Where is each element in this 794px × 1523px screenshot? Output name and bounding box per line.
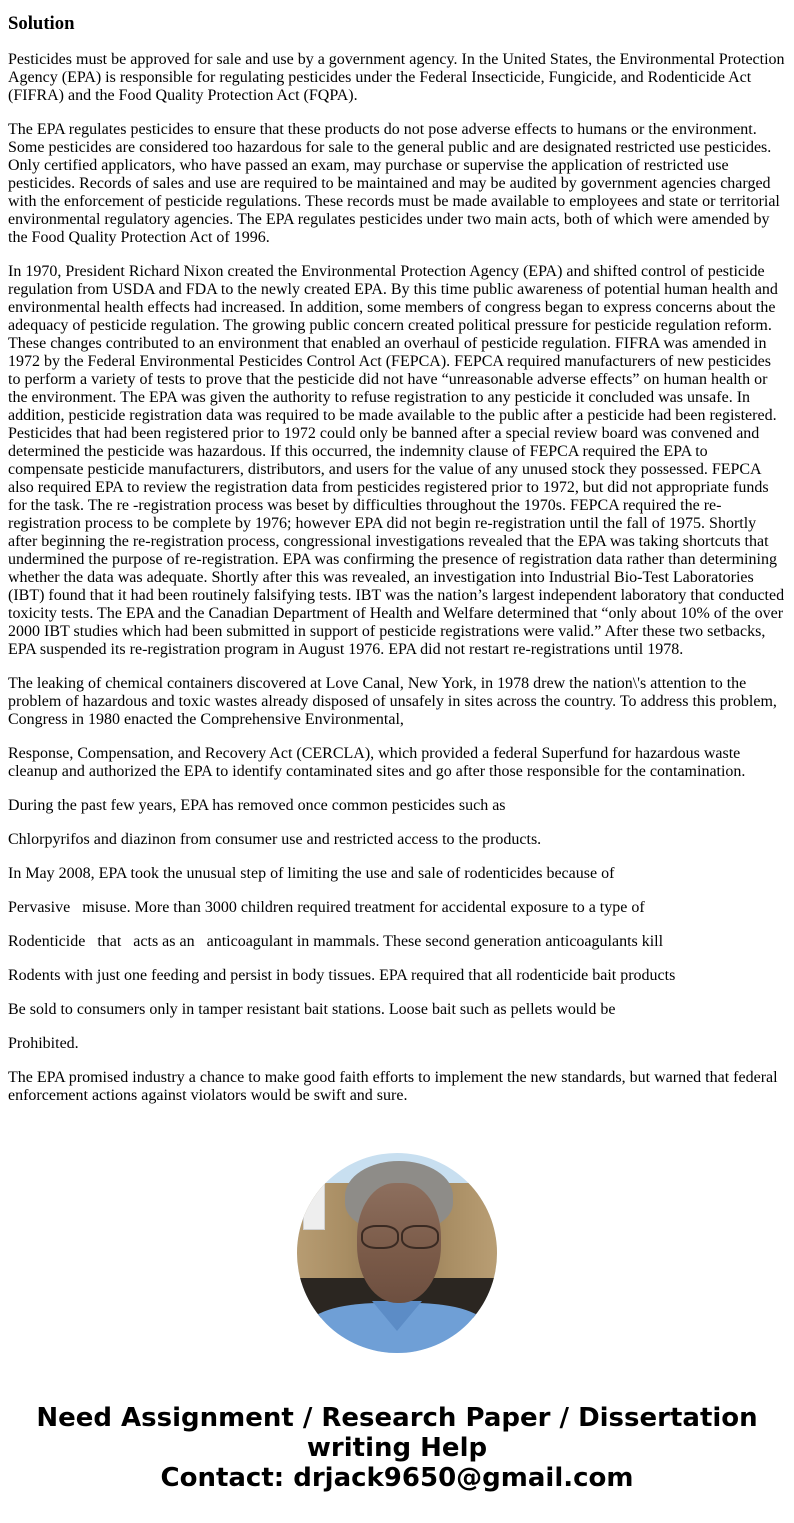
banner-line-1: Need Assignment / Research Paper / Dissertation: [36, 1403, 758, 1433]
paragraph-rodenticide: Rodenticide that acts as an anticoagulant in mammals. These second generation anticoagulants kill: [8, 933, 664, 950]
paragraph-chlorpyrifos: Chlorpyrifos and diazinon from consumer use and restricted access to the products.: [8, 831, 542, 848]
paragraph-enforcement: The EPA promised industry a chance to make good faith efforts to implement the new standards, but warned that federal enforcement actions against violators would be swift and sure.: [8, 1069, 782, 1104]
paragraph-pervasive-misuse: Pervasive misuse. More than 3000 children required treatment for accidental exposure to a type of: [8, 899, 645, 916]
page-title: Solution: [8, 13, 75, 34]
photo-wall-switch: [303, 1183, 325, 1230]
glasses-right-lens: [401, 1225, 439, 1249]
paragraph-cercla: Response, Compensation, and Recovery Act (CERCLA), which provided a federal Superfund for hazardous waste cleanup and authorized the EPA to identify contaminated sites and go after those responsible for the contamination.: [8, 745, 746, 780]
paragraph-epa-regulation: The EPA regulates pesticides to ensure that these products do not pose adverse effects to humans or the environment. Some pesticides are considered too hazardous for sale to the general public and are designated restricted use pesticides. Only certified applicators, who have passed an exam, may purchase or supervise the application of restricted use pesticides. Records of sales and use are required to be maintained and may be audited by government agencies charged with the enforcement of pesticide regulations. These records must be made available to employees and state or territorial environmental regulatory agencies. The EPA regulates pesticides under two main acts, both of which were amended by the Food Quality Protection Act of 1996.: [8, 121, 784, 246]
paragraph-history-1970: In 1970, President Richard Nixon created the Environmental Protection Agency (EPA) and shifted control of pesticide regulation from USDA and FDA to the newly created EPA. By this time public awareness of potential human health and environmental health effects had increased. In addition, some members of congress began to express concerns about the adequacy of pesticide regulation. The growing public concern created political pressure for pesticide regulation reform. These changes contributed to an environment that enabled an overhaul of pesticide regulation. FIFRA was amended in 1972 by the Federal Environmental Pesticides Control Act (FEPCA). FEPCA required manufacturers of new pesticides to perform a variety of tests to prove that the pesticide did not have “unreasonable adverse effects” on human health or the environment. The EPA was given the authority to refuse registration to any pesticide it concluded was unsafe. In addition, pesticide registration data was required to be made available to the public after a pesticide had been registered. Pesticides that had been registered prior to 1972 could only be banned after a special review board was convened and determined the pesticide was hazardous. If this occurred, the indemnity clause of FEPCA required the EPA to compensate pesticide manufacturers, distributors, and users for the value of any unused stock they possessed. FEPCA also required EPA to review the registration data from pesticides registered prior to 1972, but did not appropriate funds for the task. The re -registration process was beset by difficulties throughout the 1970s. FEPCA required the re-registration process to be complete by 1976; however EPA did not begin re-registration until the fall of 1975. Shortly after beginning the re-registration process, congressional investigations revealed that the EPA was taking shortcuts that undermined the purpose of re-registration. EPA was confirming the presence of registration data rather than determining whether the data was adequate. Shortly after this was revealed, an investigation into Industrial Bio-Test Laboratories (IBT) found that it had been routinely falsifying tests. IBT was the nation’s largest independent laboratory that conducted toxicity tests. The EPA and the Canadian Department of Health and Welfare determined that “only about 10% of the over 2000 IBT studies which had been submitted in support of pesticide registrations were valid.” After these two setbacks, EPA suspended its re-registration program in August 1976. EPA did not restart re-registrations until 1978.: [8, 263, 789, 658]
glasses-left-lens: [361, 1225, 399, 1249]
contact-banner: [0, 1403, 794, 1493]
paragraph-bait-stations: Be sold to consumers only in tamper resistant bait stations. Loose bait such as pellets would be: [8, 1001, 616, 1018]
paragraph-removed-pesticides: During the past few years, EPA has removed once common pesticides such as: [8, 797, 506, 814]
banner-line-2: writing Help: [306, 1433, 488, 1463]
paragraph-prohibited: Prohibited.: [8, 1035, 79, 1052]
paragraph-may-2008: In May 2008, EPA took the unusual step of limiting the use and sale of rodenticides because of: [8, 865, 615, 882]
paragraph-love-canal: The leaking of chemical containers discovered at Love Canal, New York, in 1978 drew the nation\'s attention to the problem of hazardous and toxic wastes already disposed of unsafely in sites across the country. To address this problem, Congress in 1980 enacted the Comprehensive Environmental,: [8, 675, 781, 728]
paragraph-intro: Pesticides must be approved for sale and use by a government agency. In the United States, the Environmental Protection Agency (EPA) is responsible for regulating pesticides under the Federal Insecticide, Fungicide, and Rodenticide Act (FIFRA) and the Food Quality Protection Act (FQPA).: [8, 51, 788, 104]
author-photo: [297, 1153, 497, 1353]
paragraph-rodents: Rodents with just one feeding and persist in body tissues. EPA required that all rodenticide bait products: [8, 967, 676, 984]
banner-contact-email: Contact: drjack9650@gmail.com: [160, 1463, 634, 1493]
